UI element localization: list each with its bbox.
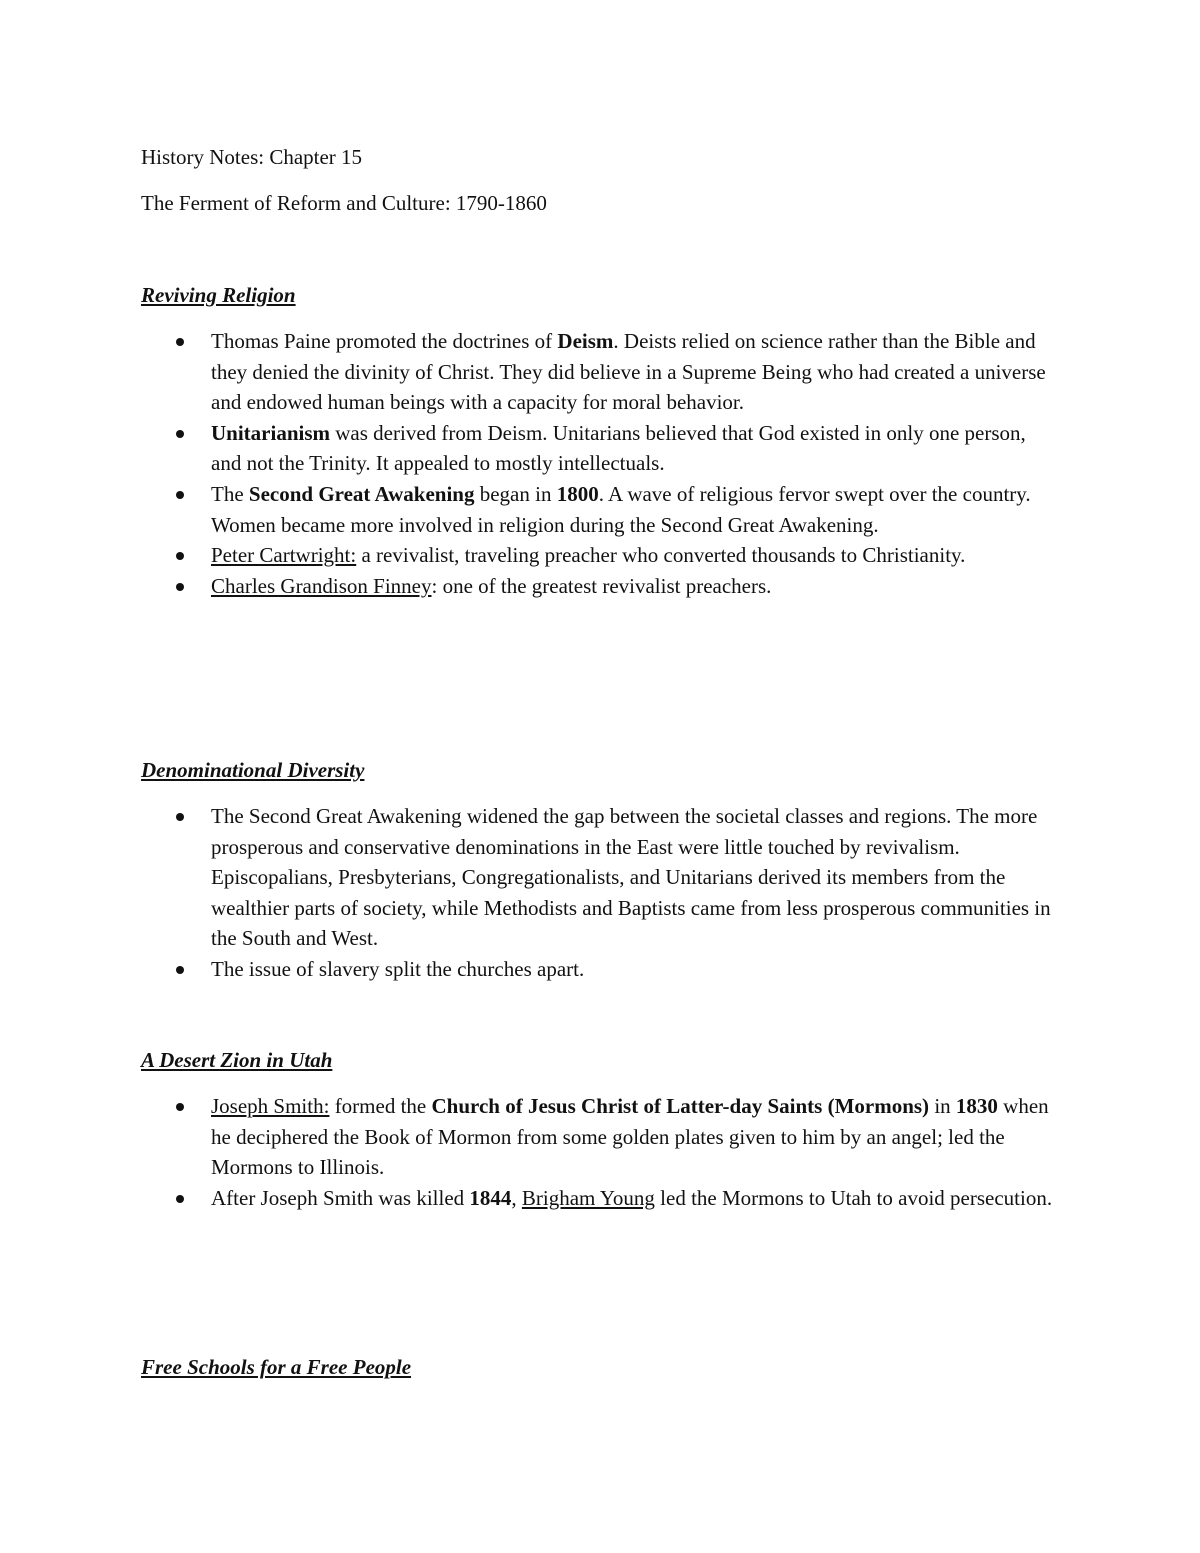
- bullet-dot-icon: [176, 338, 184, 346]
- bullet-text-run: After Joseph Smith was killed: [211, 1185, 470, 1210]
- section-heading-free-schools: Free Schools for a Free People: [141, 1355, 412, 1379]
- bullet-text-run: Joseph Smith:: [211, 1094, 330, 1118]
- bullet-text-run: The Second Great Awakening widened the gap between the societal classes and regions. The more prosperous and conservative denominations in the East were little touched by revivalism. Episcopalians, Presbyterians, Congregationalists, and Unitarians derived its members from the wealthier parts of society, while Methodists and Baptists came from less prosperous communities in the South and West.: [211, 804, 1051, 951]
- bullet-item: [0, 418, 1061, 479]
- bullet-dot-icon: [176, 583, 184, 591]
- bullet-item: [0, 540, 1061, 571]
- bullet-text-run: Deism: [557, 329, 614, 353]
- bullet-text-run: . A wave of religious fervor swept over the country. Women became more involved in religion during the Second Great Awakening.: [211, 481, 1031, 537]
- bullet-dot-icon: [176, 966, 184, 974]
- bullet-text-run: The: [211, 481, 249, 506]
- bullet-text-run: Unitarianism: [211, 420, 331, 445]
- bullet-text-run: led the Mormons to Utah to avoid persecution.: [654, 1185, 1053, 1210]
- bullet-text-run: Charles Grandison Finney: [211, 573, 432, 598]
- section-heading-desert-zion: A Desert Zion in Utah: [141, 1048, 333, 1072]
- bullet-item: [0, 801, 1061, 954]
- bullet-text-run: Brigham Young: [521, 1185, 655, 1210]
- bullet-text-run: began in: [474, 481, 557, 506]
- bullet-text-run: 1830: [955, 1094, 998, 1118]
- bullet-text-run: a revivalist, traveling preacher who converted thousands to Christianity.: [356, 543, 966, 568]
- bullet-text-run: formed the: [329, 1094, 432, 1118]
- document-subtitle: The Ferment of Reform and Culture: 1790-1860: [141, 191, 547, 215]
- bullet-text-run: Peter Cartwright:: [211, 543, 357, 568]
- document-title: History Notes: Chapter 15: [141, 145, 363, 169]
- bullet-dot-icon: [176, 552, 184, 560]
- bullet-item: [0, 571, 1061, 602]
- bullet-list-reviving-religion: [0, 326, 1061, 601]
- bullet-text-run: ,: [511, 1185, 522, 1210]
- bullet-item: [0, 1091, 1061, 1183]
- bullet-dot-icon: [176, 1195, 184, 1203]
- section-heading-denominational-diversity: Denominational Diversity: [141, 758, 365, 782]
- bullet-dot-icon: [176, 491, 184, 499]
- bullet-text-run: Thomas Paine promoted the doctrines of: [211, 329, 558, 353]
- bullet-text-run: The issue of slavery split the churches apart.: [211, 956, 585, 981]
- bullet-list-denominational-diversity: [0, 801, 1061, 985]
- bullet-item: [0, 326, 1061, 418]
- bullet-dot-icon: [176, 1103, 184, 1111]
- bullet-text-run: when he deciphered the Book of Mormon from some golden plates given to him by an angel; led the Mormons to Illinois.: [211, 1094, 1049, 1180]
- bullet-dot-icon: [176, 813, 184, 821]
- bullet-item: [0, 954, 1061, 985]
- bullet-text-run: 1800: [556, 481, 599, 506]
- bullet-dot-icon: [176, 430, 184, 438]
- bullet-text-run: : one of the greatest revivalist preachers.: [431, 573, 772, 598]
- bullet-text-run: in: [929, 1094, 956, 1118]
- bullet-item: [0, 1183, 1061, 1214]
- bullet-item: [0, 479, 1061, 540]
- bullet-text-run: Second Great Awakening: [248, 481, 475, 506]
- bullet-text-run: Church of Jesus Christ of Latter-day Saints (Mormons): [431, 1094, 930, 1118]
- section-heading-reviving-religion: Reviving Religion: [141, 283, 296, 307]
- bullet-text-run: 1844: [469, 1185, 512, 1210]
- bullet-list-desert-zion: [0, 1091, 1061, 1213]
- bullet-text-run: . Deists relied on science rather than the Bible and they denied the divinity of Christ. They did believe in a Supreme Being who had created a universe and endowed human beings with a capacity for moral behavior.: [211, 329, 1046, 415]
- bullet-text-run: was derived from Deism. Unitarians believed that God existed in only one person, and not the Trinity. It appealed to mostly intellectuals.: [211, 420, 1026, 476]
